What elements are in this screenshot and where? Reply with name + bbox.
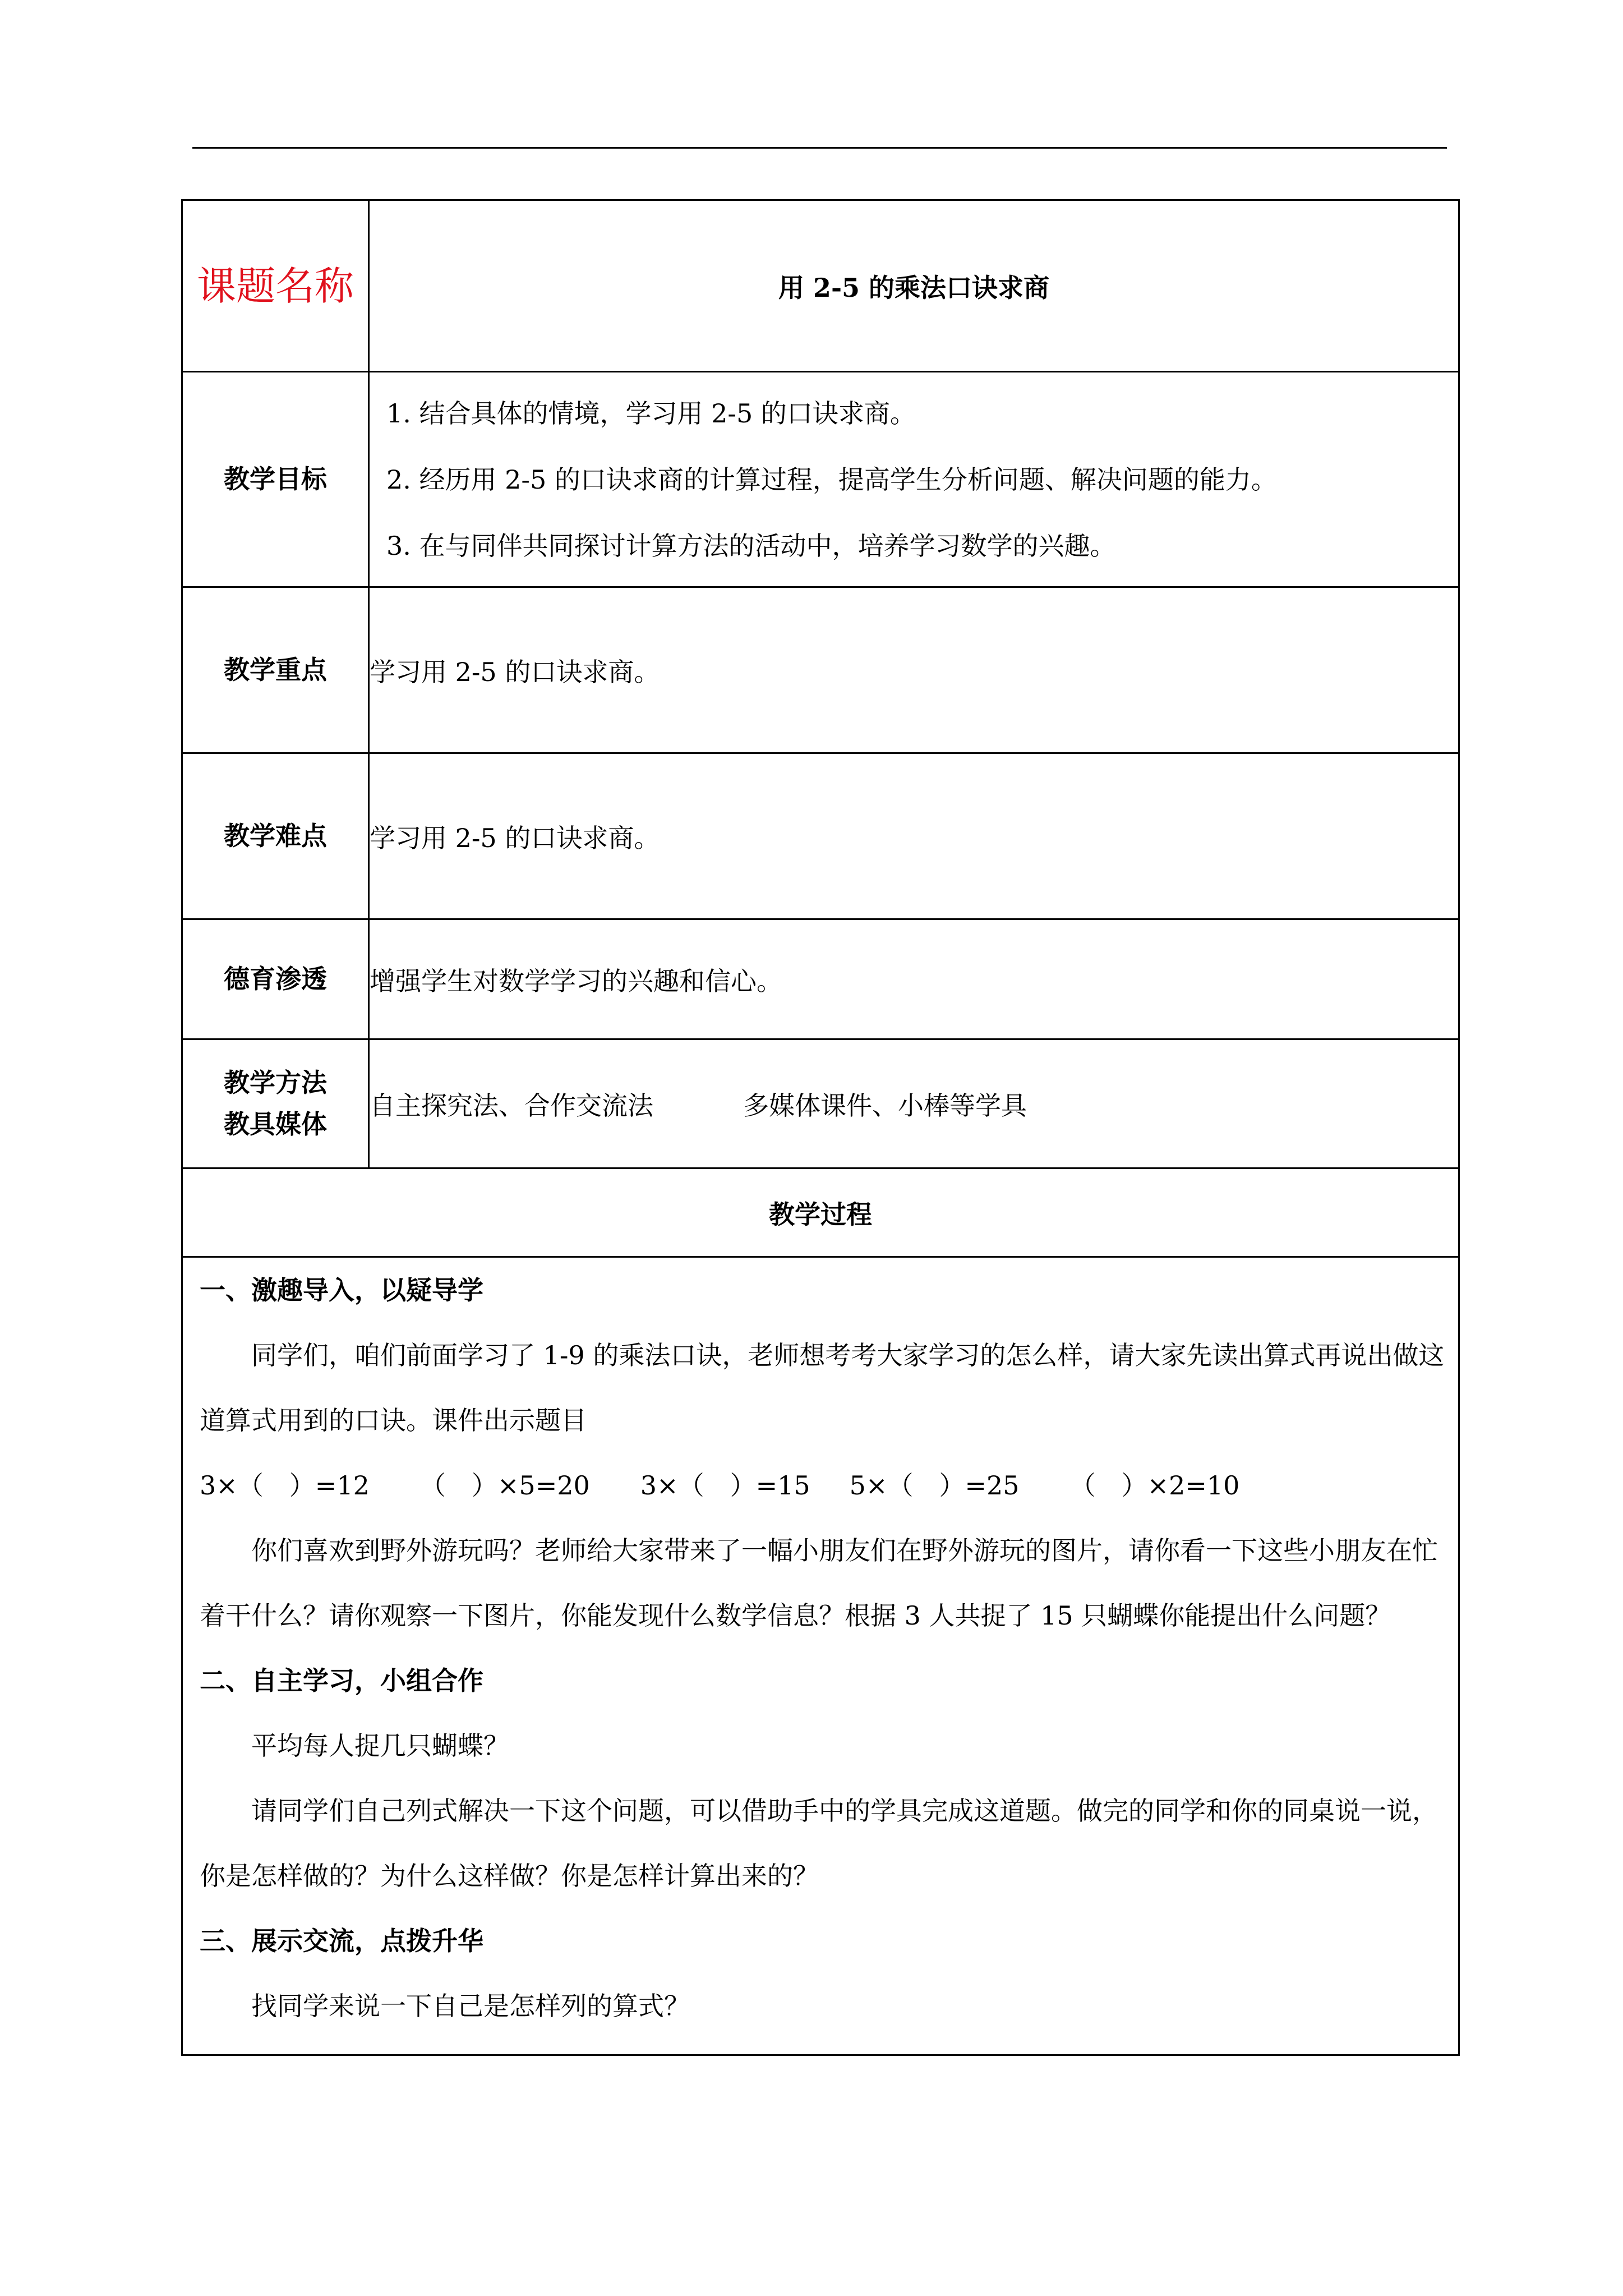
section-heading-3: 三、展示交流，点拨升华	[200, 1926, 483, 1956]
topic-row	[182, 200, 1459, 372]
process-header-row	[182, 1168, 1459, 1257]
goals-row	[182, 372, 1459, 587]
difficulty-row	[182, 753, 1459, 919]
moral-text: 增强学生对数学学习的兴趣和信心。	[369, 919, 1459, 1039]
section-2-paragraph-2: 请同学们自己列式解决一下这个问题，可以借助手中的学具完成这道题。做完的同学和你的同桌说一说，你是怎样做的？为什么这样做？你是怎样计算出来的？	[200, 1796, 1438, 1891]
media-label: 教具媒体	[224, 1108, 327, 1139]
section-2-paragraph-1: 平均每人捉几只蝴蝶？	[251, 1731, 509, 1761]
header-rule	[192, 147, 1447, 149]
method-label: 教学方法	[224, 1067, 327, 1098]
process-body	[182, 1257, 1459, 2055]
key-text: 学习用 2-5 的口诀求商。	[369, 587, 1459, 753]
process-row	[182, 1257, 1459, 2055]
goals-label: 教学目标	[182, 372, 369, 587]
process-header: 教学过程	[182, 1168, 1459, 1257]
lesson-plan-table	[181, 199, 1460, 2056]
equation: （ ）×2=10	[1069, 1470, 1240, 1501]
method-cell	[369, 1039, 1459, 1168]
method-text: 自主探究法、合作交流法	[370, 1090, 653, 1121]
difficulty-text: 学习用 2-5 的口诀求商。	[369, 753, 1459, 919]
key-label: 教学重点	[182, 587, 369, 753]
topic-label: 课题名称	[182, 200, 369, 372]
goal-item: 3. 在与同伴共同探讨计算方法的活动中，培养学习数学的兴趣。	[386, 530, 1116, 561]
key-row	[182, 587, 1459, 753]
media-text: 多媒体课件、小棒等学具	[743, 1090, 1027, 1121]
section-1-paragraph-1: 同学们，咱们前面学习了 1-9 的乘法口诀，老师想考考大家学习的怎么样，请大家先读出算式再说出做这道算式用到的口诀。课件出示题目	[200, 1340, 1445, 1435]
moral-label: 德育渗透	[182, 919, 369, 1039]
method-labels	[182, 1039, 369, 1168]
moral-row	[182, 919, 1459, 1039]
goal-item: 1. 结合具体的情境，学习用 2-5 的口诀求商。	[386, 398, 916, 429]
equation: （ ）×5=20	[419, 1470, 590, 1501]
equation: 3×（ ）=12	[200, 1470, 370, 1501]
method-row	[182, 1039, 1459, 1168]
section-heading-1: 一、激趣导入，以疑导学	[200, 1275, 483, 1305]
section-1-paragraph-2: 你们喜欢到野外游玩吗？老师给大家带来了一幅小朋友们在野外游玩的图片，请你看一下这些小朋友在忙着干什么？请你观察一下图片，你能发现什么数学信息？根据 3 人共捉了 15 只蝴蝶你能提出什么问题？	[200, 1535, 1438, 1631]
goal-item: 2. 经历用 2-5 的口诀求商的计算过程，提高学生分析问题、解决问题的能力。	[386, 464, 1277, 495]
section-3-paragraph-1: 找同学来说一下自己是怎样列的算式？	[251, 1991, 690, 2021]
equation: 3×（ ）=15	[640, 1470, 810, 1501]
difficulty-label: 教学难点	[182, 753, 369, 919]
equation: 5×（ ）=25	[849, 1470, 1020, 1501]
goals-cell	[369, 372, 1459, 587]
topic-title: 用 2-5 的乘法口诀求商	[369, 200, 1459, 372]
section-heading-2: 二、自主学习，小组合作	[200, 1665, 483, 1696]
equation-list	[200, 1453, 1446, 1518]
